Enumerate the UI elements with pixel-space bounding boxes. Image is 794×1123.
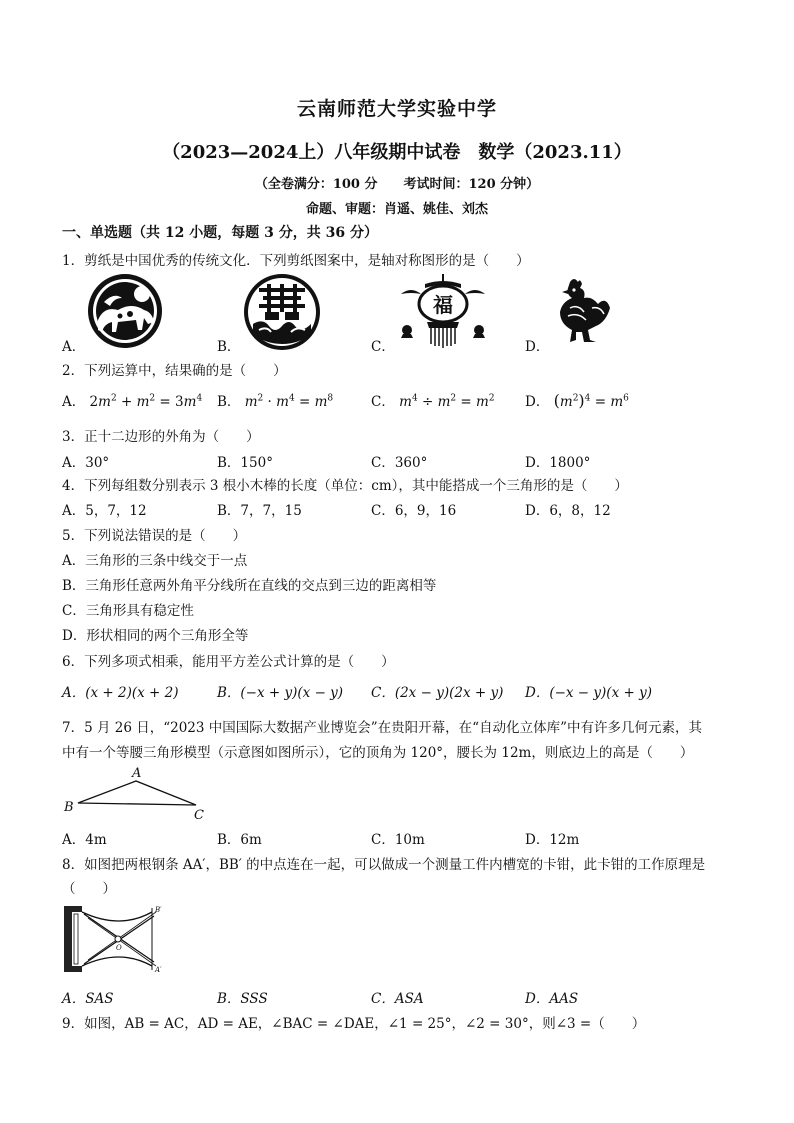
q2-stem: 2．下列运算中，结果确的是（ ）: [62, 363, 287, 379]
q8-stem-line2: （ ）: [62, 881, 116, 897]
rooster-papercut-image: [548, 274, 614, 346]
caliper-label-o: O: [116, 944, 122, 952]
q1-option-a[interactable]: A．: [62, 339, 86, 355]
q5-option-a[interactable]: A．三角形的三条中线交于一点: [62, 553, 248, 569]
exam-info: （全卷满分：100 分 考试时间：120 分钟）: [254, 177, 540, 192]
q4-option-b[interactable]: B．7，7，15: [217, 503, 302, 519]
q7-option-a[interactable]: A．4m: [62, 832, 107, 848]
q6-stem: 6．下列多项式相乘，能用平方差公式计算的是（ ）: [62, 654, 395, 670]
exam-authors: 命题、审题：肖遥、姚佳、刘杰: [305, 202, 488, 217]
q8-option-d[interactable]: D．AAS: [525, 991, 579, 1007]
q8-stem-line1: 8．如图把两根钢条 AA′，BB′ 的中点连在一起，可以做成一个测量工件内槽宽的卡钳，此卡钳的工作原理是: [62, 857, 706, 873]
ox-papercut-image: [84, 272, 166, 350]
q9-stem: 9．如图，AB = AC，AD = AE，∠BAC = ∠DAE，∠1 = 25°，∠2 = 30°，则∠3 =（ ）: [62, 1016, 646, 1032]
q2-option-d[interactable]: D． $(m^2)^4 = m^6$: [525, 391, 629, 410]
q7-option-b[interactable]: B．6m: [217, 832, 262, 848]
q4-option-a[interactable]: A．5，7，12: [62, 503, 147, 519]
q6-option-b[interactable]: B．(−x + y)(x − y): [217, 685, 344, 701]
q4-option-c[interactable]: C．6，9，16: [371, 503, 457, 519]
q4-option-d[interactable]: D．6，8，12: [525, 503, 611, 519]
q5-stem: 5．下列说法错误的是（ ）: [62, 528, 247, 544]
q7-option-d[interactable]: D．12m: [525, 832, 580, 848]
q1-option-d[interactable]: D．: [525, 339, 550, 355]
q2-option-c[interactable]: C． $m^4 \div m^2 = m^2$: [371, 393, 495, 410]
q3-option-c[interactable]: C．360°: [371, 455, 428, 471]
q6-option-c[interactable]: C．(2x − y)(2x + y): [371, 685, 504, 701]
q3-option-d[interactable]: D．1800°: [525, 455, 591, 471]
school-title: 云南师范大学实验中学: [296, 98, 497, 120]
q2-option-a[interactable]: A． $2m^2 + m^2 = 3m^4$: [62, 393, 203, 410]
q5-option-b[interactable]: B．三角形任意两外角平分线所在直线的交点到三边的距离相等: [62, 578, 437, 594]
q3-option-a[interactable]: A．30°: [62, 455, 110, 471]
q5-option-c[interactable]: C．三角形具有稳定性: [62, 603, 194, 619]
exam-title: （2023—2024上）八年级期中试卷 数学（2023.11）: [162, 142, 632, 163]
q7-stem-line2: 中有一个等腰三角形模型（示意图如图所示），它的顶角为 120°，腰长为 12m，则底边上的高是（ ）: [62, 745, 694, 761]
q4-stem: 4．下列每组数分别表示 3 根小木棒的长度（单位：cm），其中能搭成一个三角形的是（ ）: [62, 478, 628, 494]
q6-option-d[interactable]: D．(−x − y)(x + y): [525, 685, 652, 701]
q2-option-b[interactable]: B． $m^2 \cdot m^4 = m^8$: [217, 393, 334, 410]
caliper-label-b: B′: [155, 906, 162, 914]
section-title: 一、单选题（共 12 小题，每题 3 分，共 36 分）: [62, 225, 378, 241]
isosceles-triangle-figure: [60, 763, 220, 823]
q1-stem: 1．剪纸是中国优秀的传统文化．下列剪纸图案中，是轴对称图形的是（ ）: [62, 253, 530, 269]
triangle-vertex-a: A: [132, 766, 142, 781]
q3-option-b[interactable]: B．150°: [217, 455, 273, 471]
q8-option-c[interactable]: C．ASA: [371, 991, 424, 1007]
q8-option-b[interactable]: B．SSS: [217, 991, 268, 1007]
q6-option-a[interactable]: A．(x + 2)(x + 2): [62, 685, 179, 701]
q1-option-b[interactable]: B．: [217, 339, 241, 355]
q8-option-a[interactable]: A．SAS: [62, 991, 114, 1007]
caliper-label-a: A′: [155, 966, 162, 974]
lantern-papercut-image: [395, 272, 491, 350]
triangle-vertex-b: B: [64, 800, 74, 815]
q7-stem-line1: 7．5 月 26 日，“2023 中国国际大数据产业博览会”在贵阳开幕，在“自动化立体库”中有许多几何元素，其: [62, 720, 702, 736]
double-happiness-papercut-image: [239, 272, 325, 352]
lantern-fu-char: 福: [433, 293, 453, 317]
caliper-figure: [60, 900, 170, 980]
q3-stem: 3．正十二边形的外角为（ ）: [62, 429, 260, 445]
triangle-vertex-c: C: [194, 808, 204, 823]
q5-option-d[interactable]: D．形状相同的两个三角形全等: [62, 628, 249, 644]
q7-option-c[interactable]: C．10m: [371, 832, 425, 848]
q1-option-c[interactable]: C．: [371, 339, 395, 355]
